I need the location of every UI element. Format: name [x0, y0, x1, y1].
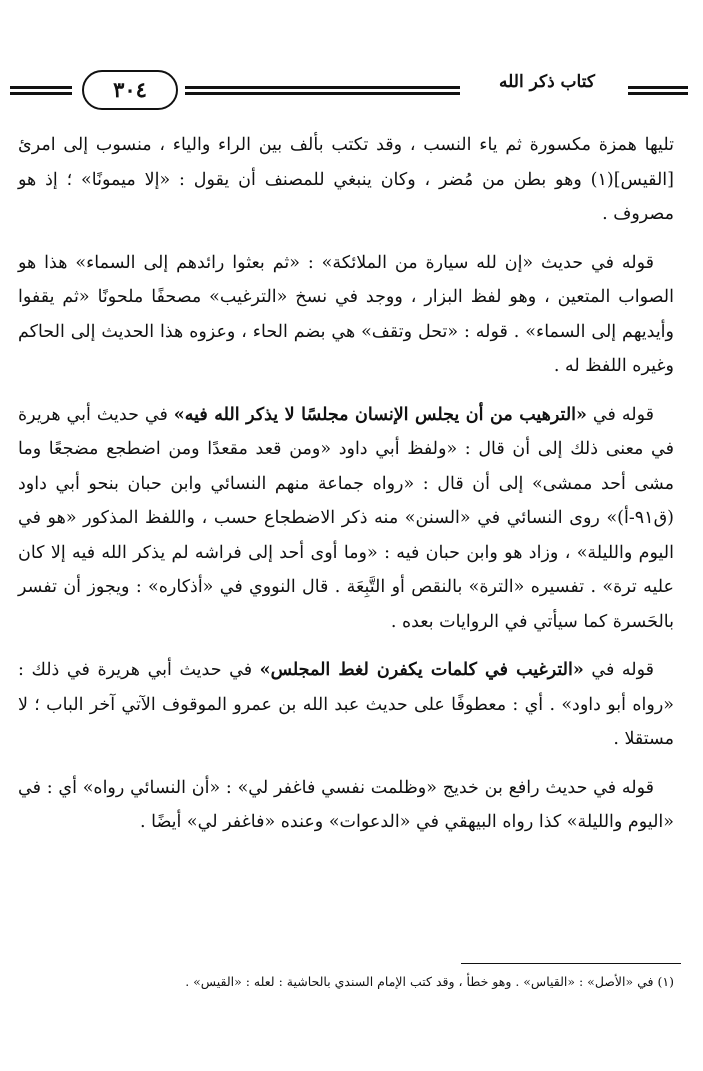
paragraph-1: [18, 128, 674, 232]
header-rule-middle: [185, 86, 460, 89]
header-rule-right: [628, 86, 688, 89]
paragraph-2: [18, 246, 674, 384]
paragraph-text: في حديث أبي هريرة في ذلك : «رواه أبو داود» . أي : معطوفًا على حديث عبد الله بن عمرو الموقوف الآتي آخر الباب ؛ لا مستقلا .: [18, 660, 674, 749]
paragraph-text: قوله في حديث «إن لله سيارة من الملائكة» : «ثم بعثوا رائدهم إلى السماء» هذا هو الصواب المتعين ، وهو لفظ البزار ، ووجد في نسخ «الترغيب» مصحفًا ملحونًا «ثم يقفوا وأيديهم إلى السماء» . قوله : «تحل وتقف» هي بضم الحاء ، وعزوه هذا الحديث إلى الحاكم وغيره اللفظ له .: [18, 252, 674, 376]
paragraph-prefix: قوله في: [583, 660, 654, 680]
page-number: ٣٠٤: [82, 70, 178, 110]
paragraph-prefix: قوله في: [586, 404, 654, 425]
book-title: كتاب ذكر الله: [499, 72, 595, 92]
footnote-divider: [461, 963, 681, 964]
header-rule-left: [10, 86, 72, 89]
paragraph-text: قوله في حديث رافع بن خديج «وظلمت نفسي فاغفر لي» : «أن النسائي رواه» أي : في «اليوم والليلة» كذا رواه البيهقي في «الدعوات» وعنده «فاغفر لي» أيضًا .: [18, 777, 674, 832]
main-text: [18, 128, 674, 854]
page-header: [10, 70, 688, 114]
paragraph-text: في حديث أبي هريرة في معنى ذلك إلى أن قال : «ولفظ أبي داود «ومن قعد مقعدًا ومن اضطجع مضجعًا وما مشى أحد ممشى» إلى أن قال : «رواه جماعة منهم النسائي وابن حبان بنحو أبي داود (ق٩١-أ)» روى النسائي في «السنن» منه ذكر الاضطجاع حسب ، واللفظ المذكور «هو في اليوم والليلة» ، وزاد هو وابن حبان فيه : «وما أوى أحد إلى فراشه لم يذكر الله فيه إلا كان عليه ترة» . تفسيره «الترة» بالنقص أو التَّبِعَة . قال النووي في «أذكاره» : ويجوز أن تفسر بالحَسرة كما سيأتي في الروايات بعده .: [18, 404, 674, 632]
section-heading: «الترهيب من أن يجلس الإنسان مجلسًا لا يذكر الله فيه»: [173, 404, 587, 425]
paragraph-text: تليها همزة مكسورة ثم ياء النسب ، وقد تكتب بألف بين الراء والياء ، منسوب إلى امرئ [القيس](١) وهو بطن من مُضر ، وكان ينبغي للمصنف أن يقول : «إلا ميمونًا» ؛ إذ هو مصروف .: [18, 135, 674, 224]
section-heading: «الترغيب في كلمات يكفرن لغط المجلس»: [259, 660, 584, 680]
paragraph-3: [18, 398, 674, 640]
paragraph-4: [18, 653, 674, 757]
footnote: (١) في «الأصل» : «القياس» . وهو خطأ ، وقد كتب الإمام السندي بالحاشية : لعله : «القيس» .: [185, 974, 674, 989]
paragraph-5: [18, 771, 674, 840]
